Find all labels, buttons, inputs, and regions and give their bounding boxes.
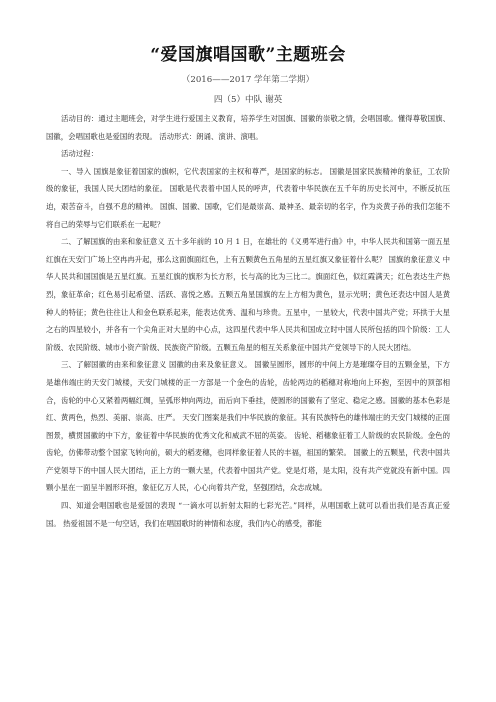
paragraph-section-1: 一、导入 国旗是象征着国家的旗帜，它代表国家的主权和尊严，是国家的标志。 国徽是国家民族精神的象征，工农阶级的象征，我国人民大团结的象征。 国歌是代表着中国人民的呼声，代表着中华民族在五千年的历史长河中，不断反抗压迫，艰苦奋斗，自强不息的精神。 国旗、国徽、国歌，它们是最崇高、最神圣、最亲切的名字，作为炎黄子孙的我们怎能不将自己的荣辱与它们联系在一起呢？ [46,166,450,229]
paragraph-section-4: 四、知道会唱国歌也是爱国的表现 “一滴水可以折射太阳的七彩光芒。”同样，从唱国歌上就可以看出我们是否真正爱国。 热爱祖国不是一句空话，我们在唱国歌时的神情和态度，我们内心的感受，都能 [46,501,450,528]
paragraph-process-heading: 活动过程： [61,149,98,159]
document-title: “爱国旗唱国歌”主题班会 [150,45,346,65]
document-body [46,110,450,532]
paragraph-purpose: 活动目的：通过主题班会，对学生进行爱国主义教育，培养学生对国旗、国徽的崇敬之情，会唱国歌。懂得尊敬国旗、国徽，会唱国歌也是爱国的表现。 活动形式：朗诵、演讲、演唱。 [46,114,450,141]
paragraph-section-2: 二、了解国旗的由来和象征意义 五十多年前的 10 月 1 日，在雄壮的《义勇军进行曲》中，中华人民共和国第一面五星红旗在天安门广场上空冉冉升起，那么这面旗面红色，上有五颗黄色五角星的五星红旗又象征着什么呢？ 国旗的象征意义 中华人民共和国国旗是五星红旗。五星红旗的旗形为长方形，长与高的比为三比二。旗面红色，似红霞满天；红色表达生产热烈，象征革命；红色易引起希望、活跃、喜悦之感。五颗五角星国旗的左上方相为黄色，显示光明；黄色还表达中国人是黄种人的特征；黄色往往让人和金色联系起来，能表达优秀、温和与珍贵。五星中，一星较大，代表中国共产党；环拱于大星之右的四星较小，并各有一个尖角正对大星的中心点，这四星代表中华人民共和国成立时中国人民所包括的四个阶级：工人阶级、农民阶级、城市小资产阶级、民族资产阶级。五颗五角星的相互关系象征中国共产党领导下的人民大团结。 [46,237,450,352]
document-subtitle: （2016——2017 学年第二学期） [181,75,315,85]
document-author: 四（5）中队 谢英 [213,95,283,105]
paragraph-section-3: 三、了解国徽的由来和象征意义 国徽的由来及象征意义。 国徽呈圆形，圆形的中间上方是璀璨夺目的五颗金星，下方是雄伟端庄的天安门城楼，天安门城楼的正一方部是一个金色的齿轮，齿轮两边的稻穗对称地向上环抱，至因中的顶部相合，齿轮的中心又紧着两幅红绸，呈弧形伸向两边，而后向下垂挂，使圆形的国徽有了坚定、稳定之感。国徽的基本色彩是红、黄两色，热烈、美丽、崇高、庄严。 天安门图案是我们中华民族的象征。其有民族特色的雄伟端庄的天安门城楼的正面图景，横贯国徽的中下方，象征着中华民族的优秀文化和威武不屈的英姿。 齿轮、稻穗象征着工人阶级的农民阶级。金色的齿轮，仿佛带动整个国家飞转向前，硕大的稻麦穗，也同样象征着人民的丰福，祖国的繁荣。 国徽上的五颗星，代表中国共产党领导下的中国人民大团结，正上方的一颗大星，代表着中国共产党。党是灯塔，是太阳，没有共产党就没有新中国。四颗小星在一面呈半圆形环抱，象征亿万人民，心心向着共产党，坚强团结，众志成城。 [46,360,450,493]
